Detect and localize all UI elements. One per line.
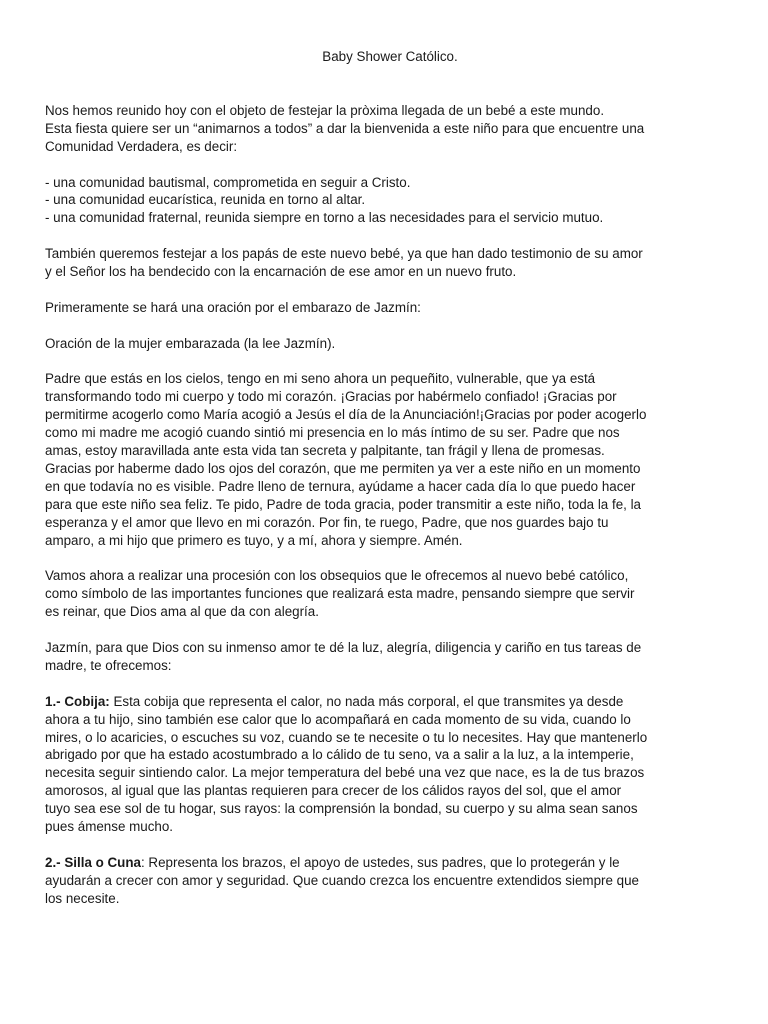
- document-title: Baby Shower Católico.: [322, 49, 458, 64]
- item-cobija-line: mires, o lo acaricies, o escuches su voz, cuando se te necesite o tu lo necesites. Hay que mantenerlo: [45, 729, 648, 745]
- list-item: - una comunidad bautismal, comprometida en seguir a Cristo.: [45, 174, 411, 190]
- procession-line: es reinar, que Dios ama al que da con alegría.: [45, 604, 319, 620]
- item-cobija-line: ahora a tu hijo, sino también ese calor que lo acompañará en cada momento de su vida, cuando lo: [45, 711, 631, 727]
- list-item: - una comunidad fraternal, reunida siempre en torno a las necesidades para el servicio mutuo.: [45, 210, 604, 226]
- prayer-line: como mi madre me acogió cuando sintió mi presencia en lo más íntimo de su ser. Padre que nos: [45, 425, 620, 441]
- first-prayer-paragraph: [45, 299, 735, 317]
- list-item: - una comunidad eucarística, reunida en torno al altar.: [45, 192, 366, 208]
- prayer-line: permitirme acogerlo como María acogió a Jesús el día de la Anunciación!¡Gracias por poder acogerlo: [45, 407, 647, 423]
- parents-line: También queremos festejar a los papás de este nuevo bebé, ya que han dado testimonio de su amor: [45, 246, 643, 262]
- procession-line: como símbolo de las importantes funciones que realizará esta madre, pensando siempre que servir: [45, 586, 635, 602]
- item-silla-cuna: [45, 854, 735, 908]
- intro-paragraph: [45, 102, 735, 156]
- prayer-line: amparo, a mi hijo que primero es tuyo, y a mí, ahora y siempre. Amén.: [45, 532, 463, 548]
- intro-line: Nos hemos reunido hoy con el objeto de festejar la pròxima llegada de un bebé a este mundo.: [45, 102, 605, 118]
- item-cobija-line: pues ámense mucho.: [45, 819, 174, 835]
- item-cobija-line: necesita seguir sintiendo calor. La mejor temperatura del bebé una vez que nace, es la de tus brazos: [45, 765, 645, 781]
- item-silla-label: 2.- Silla o Cuna: [45, 854, 141, 870]
- offer-line: Jazmín, para que Dios con su inmenso amor te dé la luz, alegría, diligencia y cariño en tus tareas de: [45, 639, 642, 655]
- offer-line: madre, te ofrecemos:: [45, 657, 172, 673]
- offer-paragraph: [45, 639, 735, 675]
- intro-line: Esta fiesta quiere ser un “animarnos a todos” a dar la bienvenida a este niño para que encuentre una: [45, 120, 645, 136]
- prayer-title: Oración de la mujer embarazada (la lee Jazmín).: [45, 335, 336, 351]
- prayer-line: Padre que estás en los cielos, tengo en mi seno ahora un pequeñito, vulnerable, que ya está: [45, 371, 596, 387]
- prayer-line: para que este niño sea feliz. Te pido, Padre de toda gracia, poder transmitir a este niño, toda la fe, la: [45, 496, 642, 512]
- community-list: [45, 174, 735, 228]
- item-cobija: [45, 693, 735, 836]
- parents-line: y el Señor los ha bendecido con la encarnación de ese amor en un nuevo fruto.: [45, 264, 517, 280]
- item-cobija-label: 1.- Cobija:: [45, 693, 110, 709]
- prayer-paragraph: [45, 370, 735, 549]
- item-silla-text: : Representa los brazos, el apoyo de ustedes, sus padres, que lo protegerán y le: [140, 854, 620, 870]
- item-silla-line: los necesite.: [45, 890, 120, 906]
- item-cobija-line: amorosos, al igual que las plantas requieren para crecer de los cálidos rayos del sol, que el amor: [45, 783, 622, 799]
- prayer-line: amas, estoy maravillada ante esta vida tan secreta y palpitante, tan frágil y llena de promesas.: [45, 443, 605, 459]
- first-prayer-line: Primeramente se hará una oración por el embarazo de Jazmín:: [45, 299, 421, 315]
- prayer-line: Gracias por haberme dado los ojos del corazón, que me permiten ya ver a este niño en un momento: [45, 460, 641, 476]
- item-cobija-text: Esta cobija que representa el calor, no nada más corporal, el que transmites ya desde: [109, 693, 624, 709]
- prayer-line: en que todavía no es visible. Padre lleno de ternura, ayúdame a hacer cada día lo que puedo hacer: [45, 478, 636, 494]
- item-silla-first-line: [45, 854, 735, 872]
- procession-line: Vamos ahora a realizar una procesión con los obsequios que le ofrecemos al nuevo bebé católico,: [45, 568, 629, 584]
- parents-paragraph: [45, 245, 735, 281]
- intro-line: Comunidad Verdadera, es decir:: [45, 138, 238, 154]
- item-cobija-first-line: [45, 693, 735, 711]
- document-page: [45, 48, 735, 925]
- item-cobija-line: tuyo sea ese sol de tu hogar, sus rayos: la comprensión la bondad, su cuerpo y su alma sean sanos: [45, 801, 638, 817]
- procession-paragraph: [45, 567, 735, 621]
- prayer-line: esperanza y el amor que llevo en mi corazón. Por fin, te ruego, Padre, que nos guardes bajo tu: [45, 514, 609, 530]
- prayer-title-paragraph: [45, 335, 735, 353]
- item-silla-line: ayudarán a crecer con amor y seguridad. Que cuando crezca los encuentre extendidos siempre que: [45, 872, 639, 888]
- item-cobija-line: abrigado por que ha estado acostumbrado a lo cálido de tu seno, va a salir a la luz, a la intemperie,: [45, 747, 634, 763]
- prayer-line: transformando todo mi cuerpo y todo mi corazón. ¡Gracias por habérmelo confiado! ¡Gracias por: [45, 389, 617, 405]
